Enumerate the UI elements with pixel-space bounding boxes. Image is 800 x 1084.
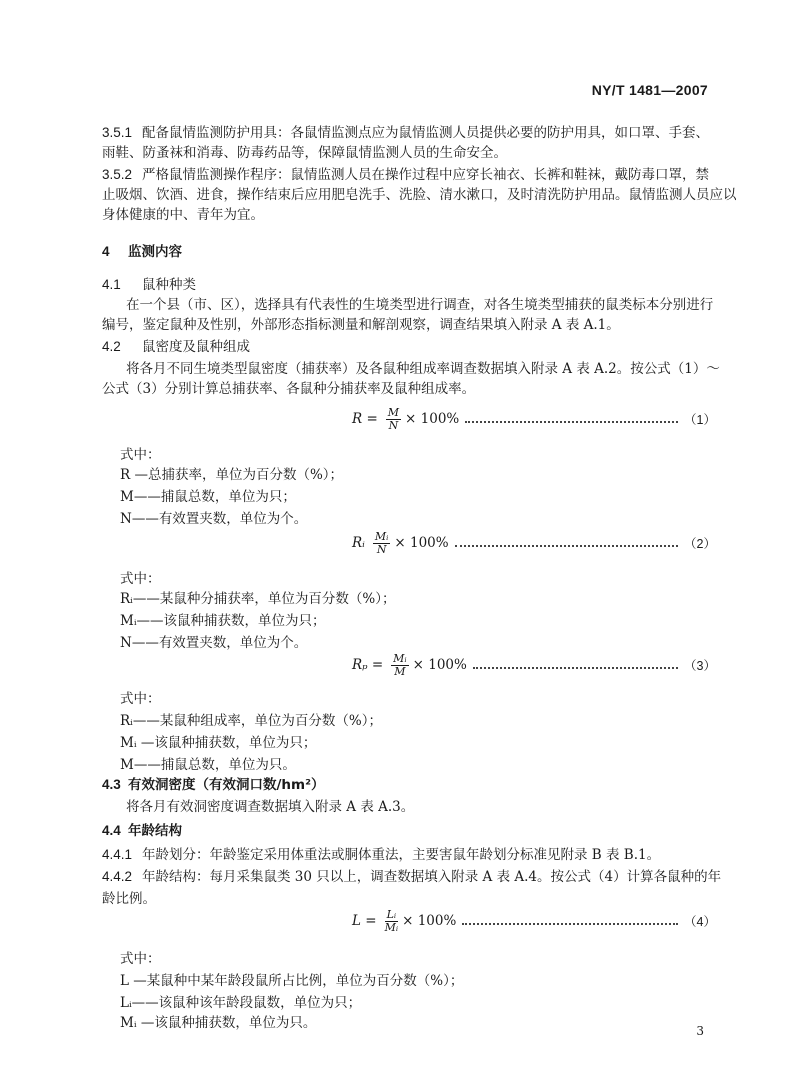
formula-4-def2: Lᵢ——该鼠种该年龄段鼠数，单位为只； (120, 995, 362, 1011)
formula-3: Rₚ = $\frac{\text{Mᵢ}}{M}$ × 100% （3） (352, 651, 716, 678)
section-4-1-heading: 4.1 鼠种种类 (102, 277, 196, 293)
section-4-1-line2: 编号，鉴定鼠种及性别，外部形态指标测量和解剖观察，调查结果填入附录 A 表 A.1。 (102, 317, 620, 333)
formula-4: L = $\frac{\text{Lᵢ}}{\text{Mᵢ}}$ × 100% （4） (352, 907, 716, 934)
section-4-3-heading: 4.3 有效洞密度（有效洞口数/hm²） (102, 777, 325, 793)
section-4-3-line1: 将各月有效洞密度调查数据填入附录 A 表 A.3。 (126, 799, 415, 815)
para-3-5-1-line1: 3.5.1 配备鼠情监测防护用具：各鼠情监测点应为鼠情监测人员提供必要的防护用具，如口罩、手套、 (102, 125, 709, 141)
formula-1: R = $\frac{M}{N}$ × 100% （1） (352, 405, 716, 432)
section-4-4-2-line2: 龄比例。 (102, 891, 156, 907)
formula-3-def1: Rᵢ——某鼠种组成率，单位为百分数（%）； (120, 713, 382, 729)
formula-1-where: 式中： (120, 447, 161, 463)
para-3-5-1-line2: 雨鞋、防蚤袜和消毒、防毒药品等，保障鼠情监测人员的生命安全。 (102, 145, 507, 161)
formula-4-def3: Mᵢ —该鼠种捕获数，单位为只。 (120, 1015, 317, 1031)
formula-4-where: 式中： (120, 951, 161, 967)
section-4-2-line1: 将各月不同生境类型鼠密度（捕获率）及各鼠种组成率调查数据填入附录 A 表 A.2。按公式（1）～ (126, 361, 720, 377)
para-3-5-2-line3: 身体健康的中、青年为宜。 (102, 207, 264, 223)
formula-4-def1: L —某鼠种中某年龄段鼠所占比例，单位为百分数（%）； (120, 973, 464, 989)
section-4-heading: 4 监测内容 (102, 244, 182, 260)
formula-2-def2: Mᵢ——该鼠种捕获数，单位为只； (120, 613, 326, 629)
page-number: 3 (696, 1024, 704, 1038)
formula-3-def2: Mᵢ —该鼠种捕获数，单位为只； (120, 735, 317, 751)
formula-3-def3: M——捕鼠总数，单位为只。 (120, 757, 296, 773)
formula-3-where: 式中： (120, 691, 161, 707)
formula-2-where: 式中： (120, 571, 161, 587)
section-4-2-heading: 4.2 鼠密度及鼠种组成 (102, 339, 250, 355)
formula-1-def2: M——捕鼠总数，单位为只； (120, 489, 296, 505)
section-4-4-1-line1: 4.4.1 年龄划分：年龄鉴定采用体重法或胴体重法，主要害鼠年龄划分标准见附录 B 表 B.1。 (102, 847, 661, 863)
section-4-2-line2: 公式（3）分别计算总捕获率、各鼠种分捕获率及鼠种组成率。 (102, 381, 476, 397)
section-4-4-heading: 4.4 年龄结构 (102, 823, 182, 839)
para-3-5-2-line2: 止吸烟、饮酒、进食，操作结束后应用肥皂洗手、洗脸、清水漱口，及时清洗防护用品。鼠情监测人员应以 (102, 187, 737, 203)
formula-1-def1: R —总捕获率，单位为百分数（%）； (120, 467, 344, 483)
formula-2: Rᵢ $\frac{\text{Mᵢ}}{N}$ × 100% （2） (352, 529, 716, 556)
formula-2-def1: Rᵢ——某鼠种分捕获率，单位为百分数（%）； (120, 591, 396, 607)
para-3-5-2-line1: 3.5.2 严格鼠情监测操作程序：鼠情监测人员在操作过程中应穿长袖衣、长裤和鞋袜，戴防毒口罩，禁 (102, 167, 709, 183)
section-4-4-2-line1: 4.4.2 年龄结构：每月采集鼠类 30 只以上，调查数据填入附录 A 表 A.4。按公式（4）计算各鼠种的年 (102, 869, 722, 885)
standard-code: NY/T 1481—2007 (591, 82, 708, 98)
formula-2-def3: N——有效置夹数，单位为个。 (120, 635, 308, 651)
formula-1-def3: N——有效置夹数，单位为个。 (120, 511, 308, 527)
section-4-1-line1: 在一个县（市、区），选择具有代表性的生境类型进行调查，对各生境类型捕获的鼠类标本分别进行 (126, 297, 714, 313)
